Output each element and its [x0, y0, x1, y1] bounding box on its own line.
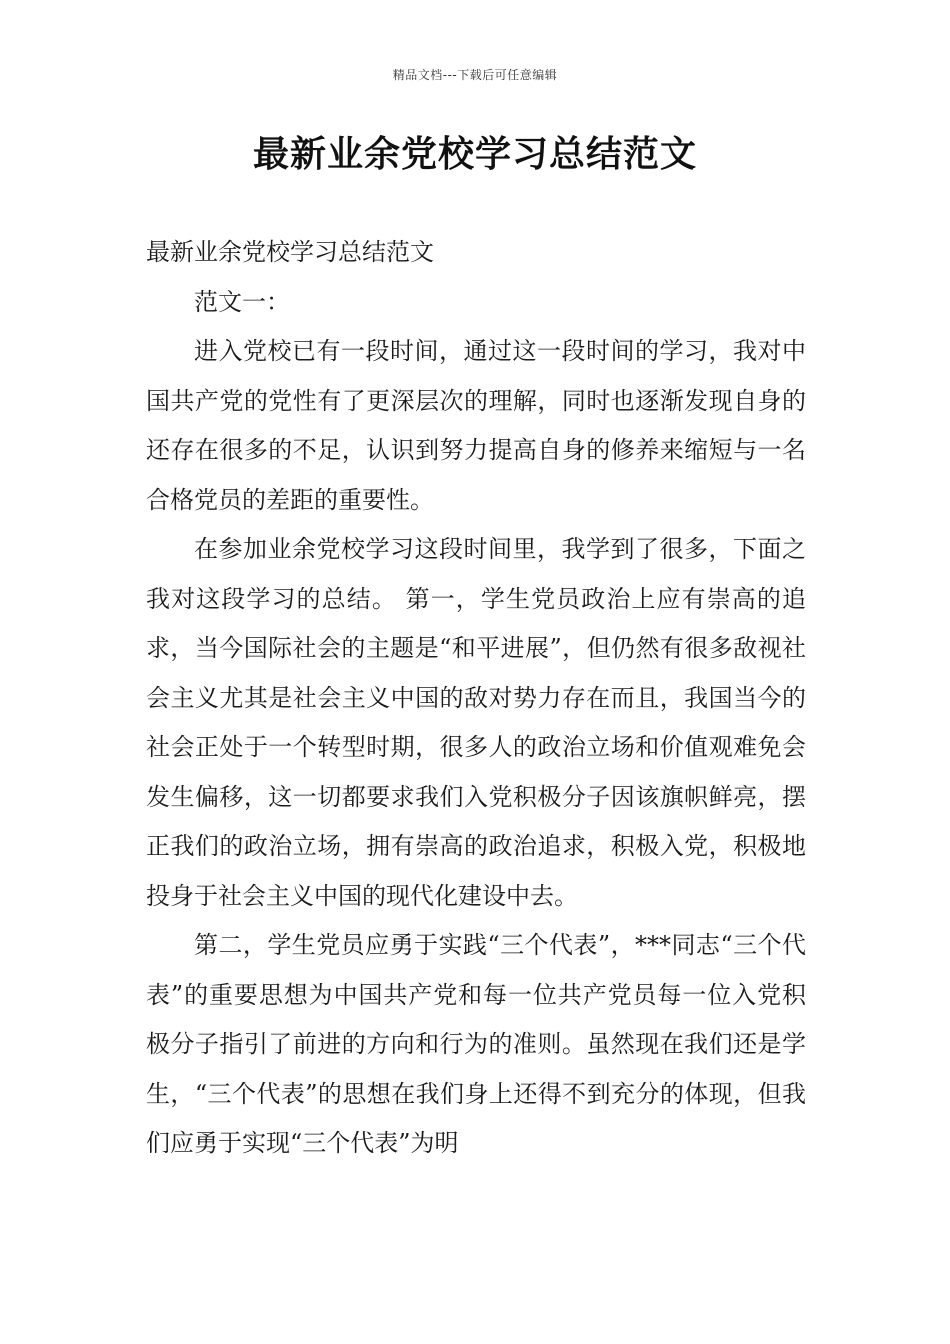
paragraph: 范文一：: [194, 287, 290, 316]
document-body: [146, 228, 806, 1169]
paragraph: 第二，学生党员应勇于实践“三个代表”，***同志“三个代表”的重要思想为中国共产党和每一位共产党员每一位入党积极分子指引了前进的方向和行为的准则。虽然现在我们还是学生，“三个代表”的思想在我们身上还得不到充分的体现，但我们应勇于实现“三个代表”为明: [146, 931, 806, 1157]
header-note: 精品文档---下载后可任意编辑: [392, 68, 558, 82]
paragraph: 在参加业余党校学习这段时间里，我学到了很多，下面之我对这段学习的总结。 第一，学生党员政治上应有崇高的追求，当今国际社会的主题是“和平进展”，但仍然有很多敌视社会主义尤其是社会主义中国的敌对势力存在而且，我国当今的社会正处于一个转型时期，很多人的政治立场和价值观难免会发生偏移，这一切都要求我们入党积极分子因该旗帜鲜亮，摆正我们的政治立场，拥有崇高的政治追求，积极入党，积极地投身于社会主义中国的现代化建设中去。: [146, 535, 806, 910]
paragraph: 进入党校已有一段时间，通过这一段时间的学习，我对中国共产党的党性有了更深层次的理解，同时也逐渐发现自身的还存在很多的不足，认识到努力提高自身的修养来缩短与一名合格党员的差距的重要性。: [146, 337, 806, 514]
document-title: 最新业余党校学习总结范文: [252, 134, 697, 175]
subtitle-line: 最新业余党校学习总结范文: [146, 238, 434, 266]
